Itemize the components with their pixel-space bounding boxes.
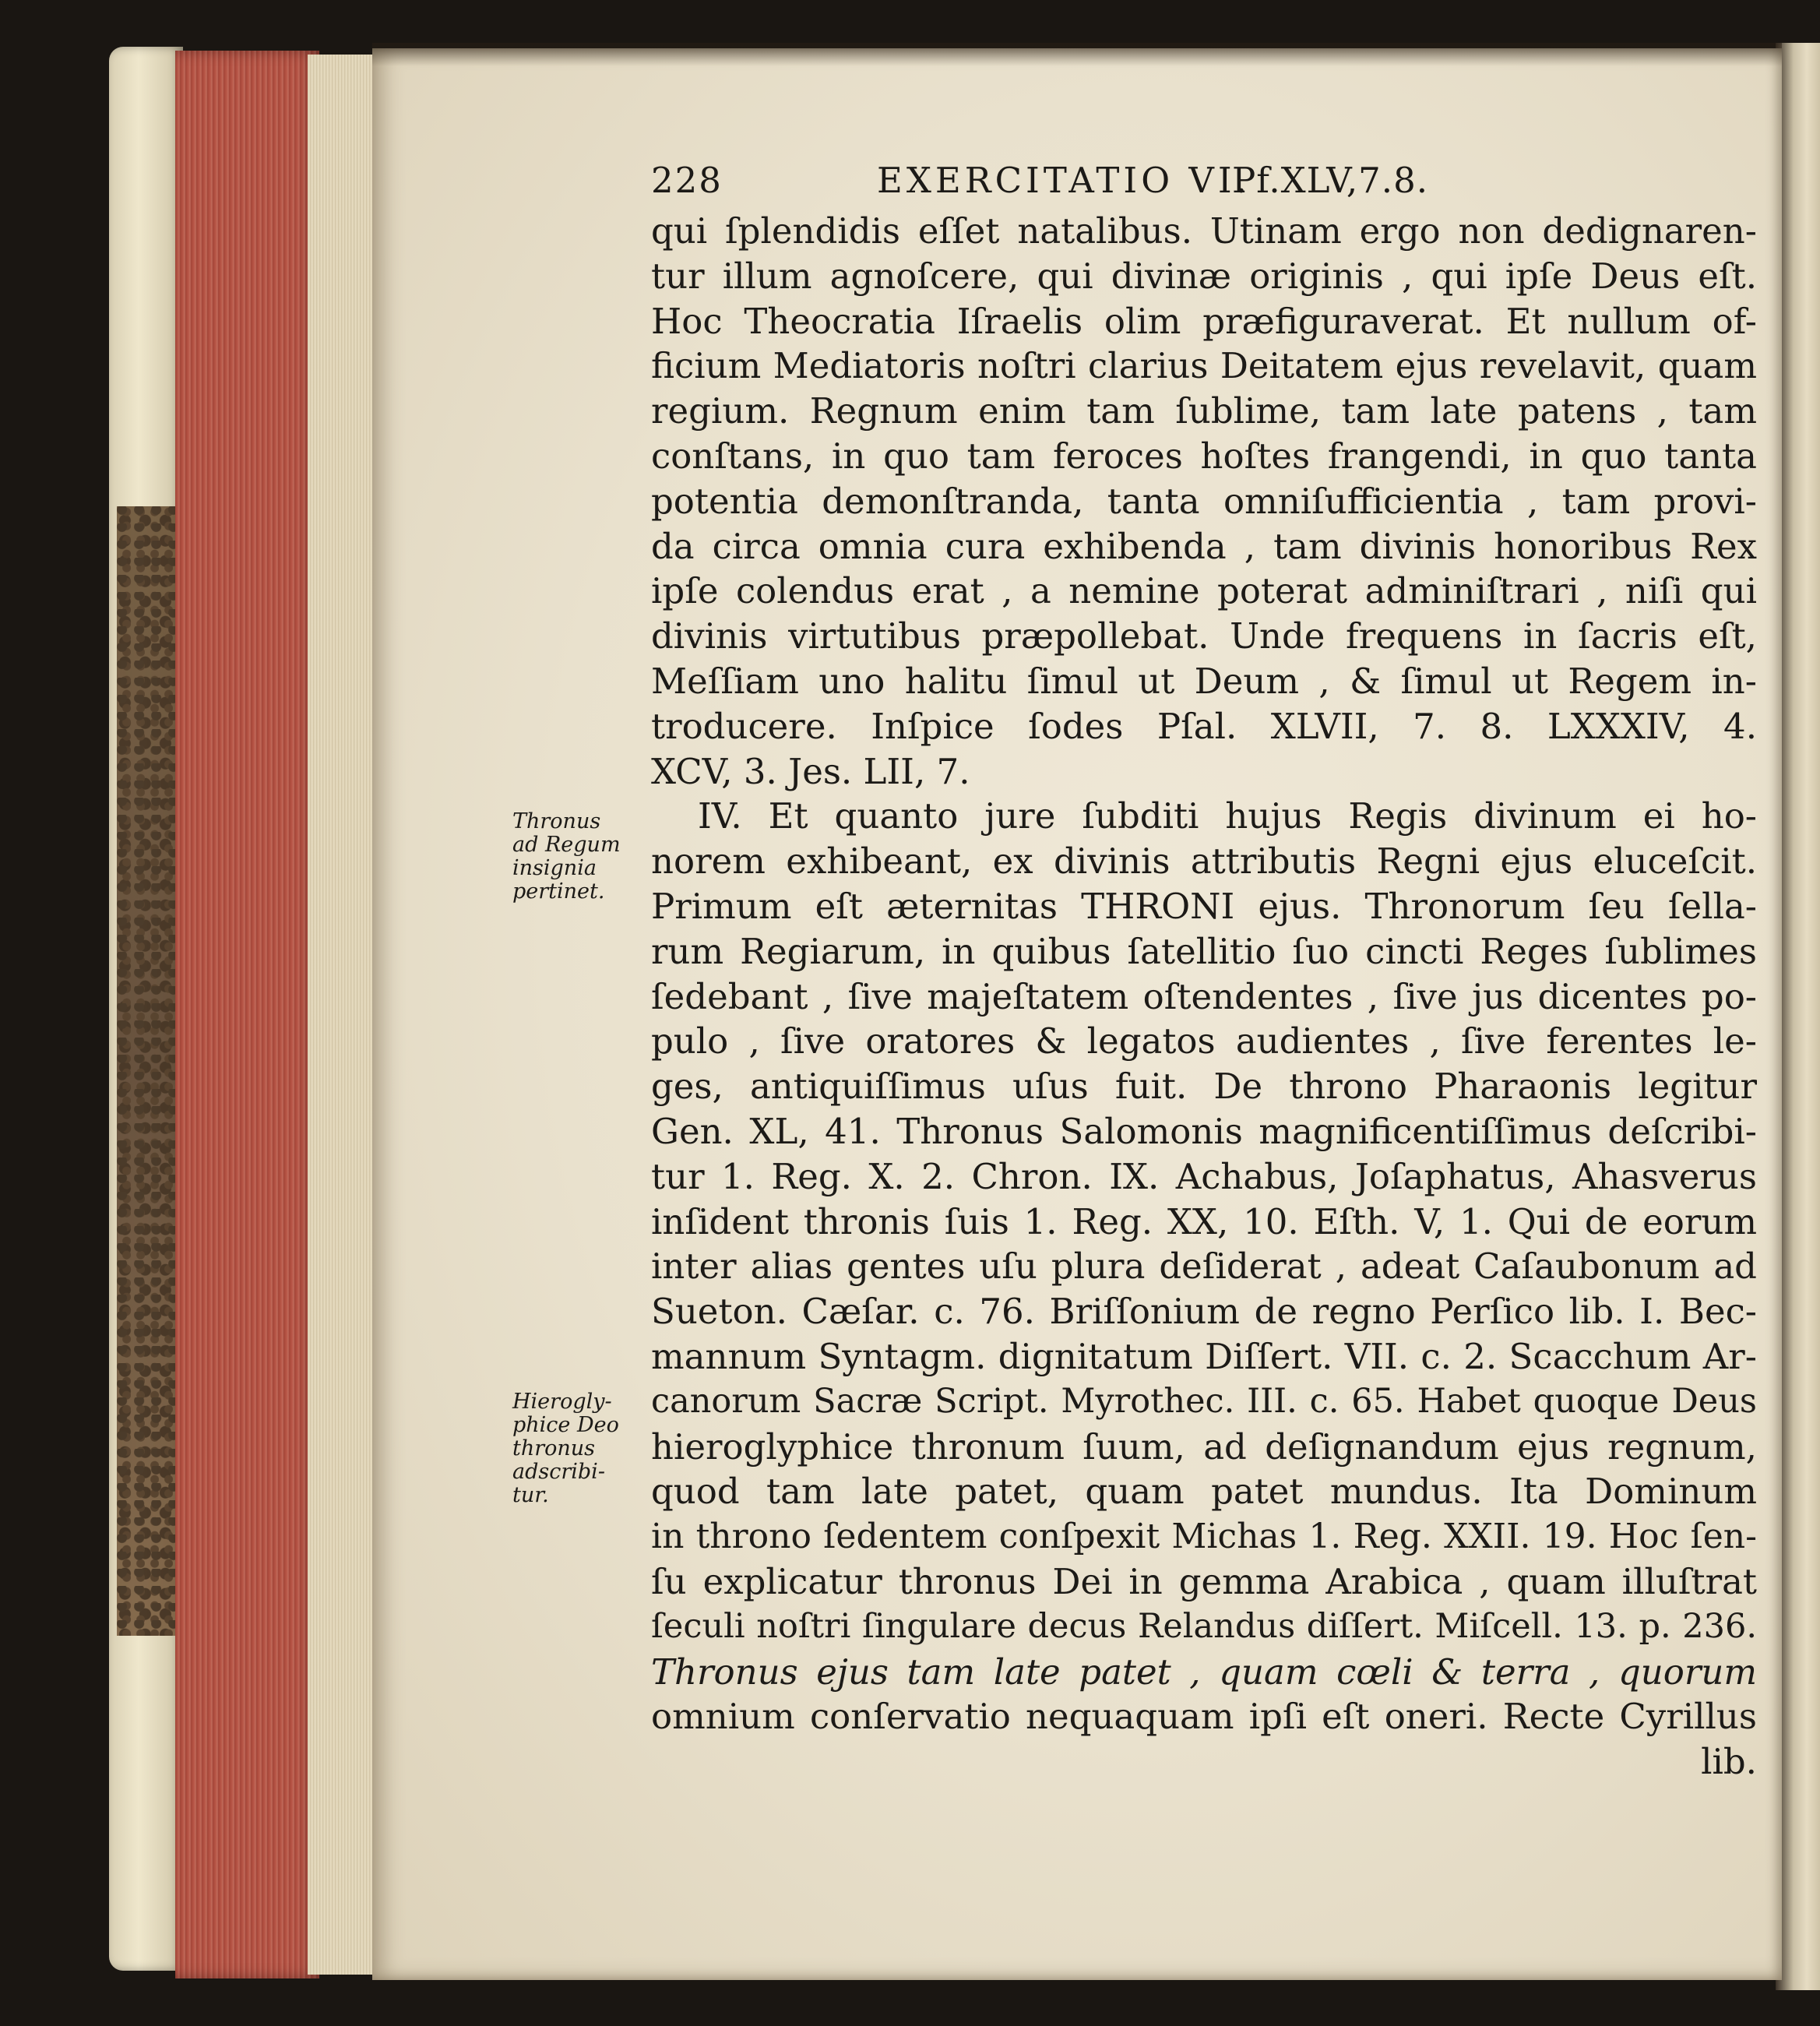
- text-line: ſedebant , ſive majeſtatem oſtendentes , ſive jus dicentes po-: [651, 975, 1757, 1017]
- catchword: lib.: [1701, 1741, 1757, 1783]
- margin-note-hieroglyphice: [512, 1390, 645, 1507]
- page-edges: [308, 55, 378, 1975]
- margin-note-line: tur.: [512, 1483, 549, 1507]
- text-line: ipſe colendus erat , a nemine poterat adminiſtrari , niſi qui: [651, 570, 1757, 612]
- red-page-edges: [175, 51, 319, 1978]
- text-line: inſident thronis ſuis 1. Reg. XX, 10. Eſth. V, 1. Qui de eorum: [651, 1200, 1757, 1242]
- right-page-gutter: [1776, 43, 1820, 1990]
- text-line: norem exhibeant, ex divinis attributis Regni ejus eluceſcit.: [651, 840, 1757, 883]
- text-line: ſeculi noſtri ſingulare decus Relandus diſſert. Miſcell. 13. p. 236.: [651, 1606, 1757, 1646]
- italic-quote-line: omnium conſervatio nequaquam ipſi eſt oneri. Recte Cyrillus: [651, 1696, 1757, 1738]
- margin-note-thronus: [512, 810, 645, 904]
- margin-note-line: adscribi-: [512, 1460, 605, 1484]
- text-line: tur illum agnoſcere, qui divinæ originis , qui ipſe Deus eſt.: [651, 255, 1757, 297]
- text-line: Sueton. Cæſar. c. 76. Briſſonium de regno Perſico lib. I. Bec-: [651, 1291, 1757, 1333]
- text-line: hieroglyphice thronum ſuum, ad deſignandum ejus regnum,: [651, 1425, 1757, 1468]
- page-top-shadow: [372, 43, 1782, 66]
- text-line: divinis virtutibus præpollebat. Unde frequens in ſacris eſt,: [651, 615, 1757, 657]
- text-line: XCV, 3. Jes. LII, 7.: [651, 750, 970, 792]
- page-number: 228: [651, 160, 723, 201]
- margin-note-line: thronus: [512, 1436, 596, 1460]
- text-line: ſu explicatur thronus Dei in gemma Arabica , quam illuſtrat: [651, 1560, 1757, 1602]
- text-line: canorum Sacræ Script. Myrothec. III. c. 65. Habet quoque Deus: [651, 1381, 1757, 1421]
- text-line: da circa omnia cura exhibenda , tam divinis honoribus Rex: [651, 525, 1757, 567]
- margin-note-line: insignia: [512, 856, 597, 880]
- text-line: Hoc Theocratia Iſraelis olim præfiguraverat. Et nullum of-: [651, 300, 1757, 342]
- running-head: [651, 160, 1570, 206]
- text-line: tur 1. Reg. X. 2. Chron. IX. Achabus, Joſaphatus, Ahasverus: [651, 1155, 1757, 1197]
- text-line: potentia demonſtranda, tanta omniſufficientia , tam provi-: [651, 480, 1757, 522]
- margin-note-line: pertinet.: [512, 879, 605, 904]
- text-line: qui ſplendidis eſſet natalibus. Utinam ergo non dedignaren-: [651, 210, 1757, 252]
- psalm-reference: Pf.XLV,7.8.: [1232, 160, 1429, 201]
- text-line: mannum Syntagm. dignitatum Diſſert. VII. c. 2. Scacchum Ar-: [651, 1335, 1757, 1377]
- text-line: inter alias gentes uſu plura deſiderat , adeat Caſaubonum ad: [651, 1246, 1757, 1288]
- italic-quote-line: Thronus ejus tam late patet , quam cœli & terra , quorum: [651, 1651, 1757, 1693]
- text-line: ges, antiquiſſimus uſus fuit. De throno Pharaonis legitur: [651, 1066, 1757, 1108]
- text-line: regium. Regnum enim tam ſublime, tam late patens , tam: [651, 390, 1757, 432]
- chapter-title: EXERCITATIO VI.: [877, 160, 1251, 201]
- text-line: quod tam late patet, quam patet mundus. Ita Dominum: [651, 1471, 1757, 1513]
- body-text: [651, 209, 1757, 1785]
- text-line: ficium Mediatoris noſtri clarius Deitatem ejus revelavit, quam: [651, 345, 1757, 387]
- margin-note-line: phice Deo: [512, 1413, 619, 1437]
- text-line: Primum eſt æternitas THRONI ejus. Thronorum ſeu ſella-: [651, 885, 1757, 927]
- text-line: Meſſiam uno halitu ſimul ut Deum , & ſimul ut Regem in-: [651, 660, 1757, 702]
- margin-note-line: Thronus: [512, 809, 601, 833]
- text-line: conſtans, in quo tam feroces hoſtes frangendi, in quo tanta: [651, 435, 1757, 477]
- text-line: Gen. XL, 41. Thronus Salomonis magnificentiſſimus deſcribi-: [651, 1110, 1757, 1152]
- spine-mottled-binding: [117, 506, 179, 1636]
- text-line: pulo , ſive oratores & legatos audientes , ſive ferentes le-: [651, 1020, 1757, 1062]
- margin-note-line: Hierogly-: [512, 1390, 612, 1414]
- margin-note-line: ad Regum: [512, 833, 621, 857]
- text-line: in throno ſedentem conſpexit Michas 1. Reg. XXII. 19. Hoc ſen-: [651, 1517, 1757, 1557]
- text-line: rum Regiarum, in quibus ſatellitio ſuo cincti Reges ſublimes: [651, 930, 1757, 972]
- section-iv-first-line: IV. Et quanto jure ſubditi hujus Regis divinum ei ho-: [698, 795, 1757, 837]
- text-line: troducere. Inſpice ſodes Pſal. XLVII, 7. 8. LXXXIV, 4.: [651, 705, 1757, 747]
